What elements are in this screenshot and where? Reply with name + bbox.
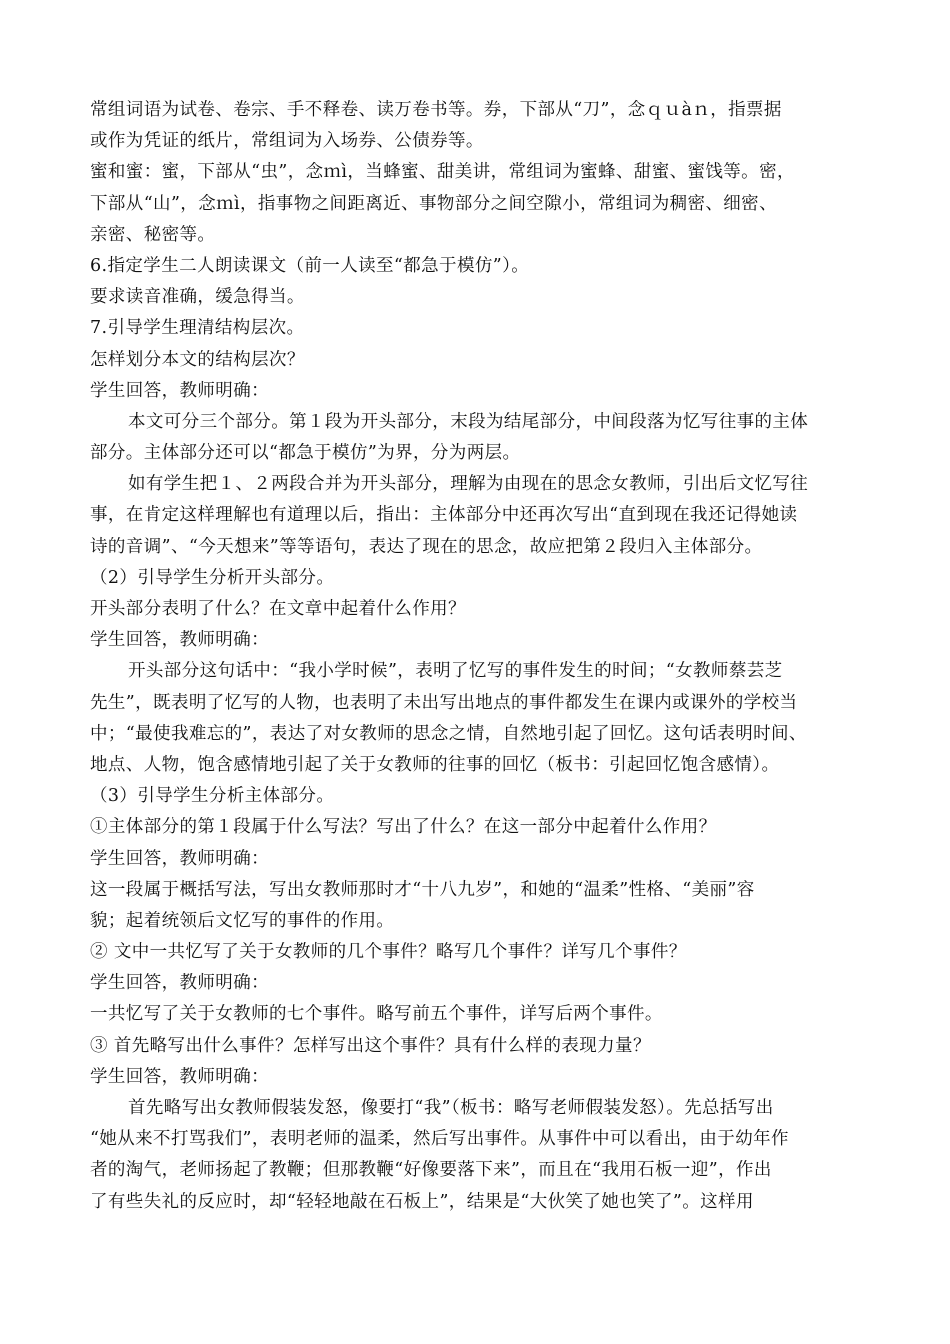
text-line: 事，在肯定这样理解也有道理以后，指出：主体部分中还再次写出“直到现在我还记得她读 bbox=[90, 505, 798, 526]
text-line: 6.指定学生二人朗读课文（前一人读至“都急于模仿”）。 bbox=[90, 255, 530, 276]
text-line: 7.引导学生理清结构层次。 bbox=[90, 318, 305, 339]
text-line: 学生回答，教师明确： bbox=[90, 848, 269, 869]
text-line: “她从来不打骂我们”，表明老师的温柔，然后写出事件。从事件中可以看出，由于幼年作 bbox=[90, 1129, 789, 1150]
text-line: 貌；起着统领后文忆写的事件的作用。 bbox=[90, 910, 395, 931]
text-line: 亲密、秘密等。 bbox=[90, 224, 216, 245]
text-line: 要求读音准确，缓急得当。 bbox=[90, 287, 305, 308]
text-line: 中；“最使我难忘的”，表达了对女教师的思念之情，自然地引起了回忆。这句话表明时间、 bbox=[90, 723, 807, 744]
text-line: 或作为凭证的纸片，常组词为入场券、公债券等。 bbox=[90, 131, 484, 152]
paragraph-first-line: 如有学生把１、２两段合并为开头部分，理解为由现在的思念女教师，引出后文忆写往 bbox=[128, 474, 809, 495]
text-line: 了有些失礼的反应时，却“轻轻地敲在石板上”，结果是“大伙笑了她也笑了”。这样用 bbox=[90, 1191, 754, 1212]
text-line: 地点、人物，饱含感情地引起了关于女教师的往事的回忆（板书：引起回忆饱含感情）。 bbox=[90, 754, 780, 775]
text-line: （3）引导学生分析主体部分。 bbox=[90, 786, 335, 807]
text-line: 学生回答，教师明确： bbox=[90, 630, 269, 651]
text-line: 常组词语为试卷、卷宗、手不释卷、读万卷书等。券，下部从“刀”，念ｑｕàｎ，指票据 bbox=[90, 100, 782, 120]
text-line: 一共忆写了关于女教师的七个事件。略写前五个事件，详写后两个事件。 bbox=[90, 1004, 663, 1025]
text-line: 学生回答，教师明确： bbox=[90, 380, 269, 401]
text-line: 下部从“山”，念ｍì，指事物之间距离近、事物部分之间空隙小，常组词为稠密、细密、 bbox=[90, 193, 777, 214]
text-line: 学生回答，教师明确： bbox=[90, 1066, 269, 1087]
document-body bbox=[90, 95, 865, 1218]
paragraph-first-line: 开头部分这句话中：“我小学时候”，表明了忆写的事件发生的时间；“女教师蔡芸芝 bbox=[128, 661, 783, 682]
text-line: ①主体部分的第１段属于什么写法？写出了什么？在这一部分中起着什么作用？ bbox=[90, 817, 717, 838]
text-line: 开头部分表明了什么？在文章中起着什么作用？ bbox=[90, 599, 466, 619]
paragraph-first-line: 首先略写出女教师假装发怒，像要打“我”（板书：略写老师假装发怒）。先总括写出 bbox=[128, 1098, 774, 1118]
paragraph-first-line: 本文可分三个部分。第１段为开头部分，末段为结尾部分，中间段落为忆写往事的主体 bbox=[128, 411, 809, 432]
text-line: 诗的音调”、“今天想来”等等语句，表达了现在的思念，故应把第２段归入主体部分。 bbox=[90, 536, 763, 557]
text-line: ③ 首先略写出什么事件？怎样写出这个事件？具有什么样的表现力量？ bbox=[90, 1035, 651, 1056]
text-line: 蜜和蜜：蜜，下部从“虫”，念ｍì，当蜂蜜、甜美讲，常组词为蜜蜂、甜蜜、蜜饯等。密， bbox=[90, 162, 795, 183]
text-line: 学生回答，教师明确： bbox=[90, 973, 269, 994]
text-line: 这一段属于概括写法，写出女教师那时才“十八九岁”，和她的“温柔”性格、“美丽”容 bbox=[90, 879, 755, 900]
text-line: 者的淘气，老师扬起了教鞭；但那教鞭“好像要落下来”，而且在“我用石板一迎”，作出 bbox=[90, 1160, 772, 1181]
text-line: （2）引导学生分析开头部分。 bbox=[90, 567, 335, 588]
text-line: 怎样划分本文的结构层次？ bbox=[90, 349, 305, 370]
text-line: ② 文中一共忆写了关于女教师的几个事件？略写几个事件？详写几个事件？ bbox=[90, 942, 687, 963]
text-line: 先生”，既表明了忆写的人物，也表明了未出写出地点的事件都发生在课内或课外的学校当 bbox=[90, 692, 798, 713]
text-line: 部分。主体部分还可以“都急于模仿”为界，分为两层。 bbox=[90, 443, 521, 464]
